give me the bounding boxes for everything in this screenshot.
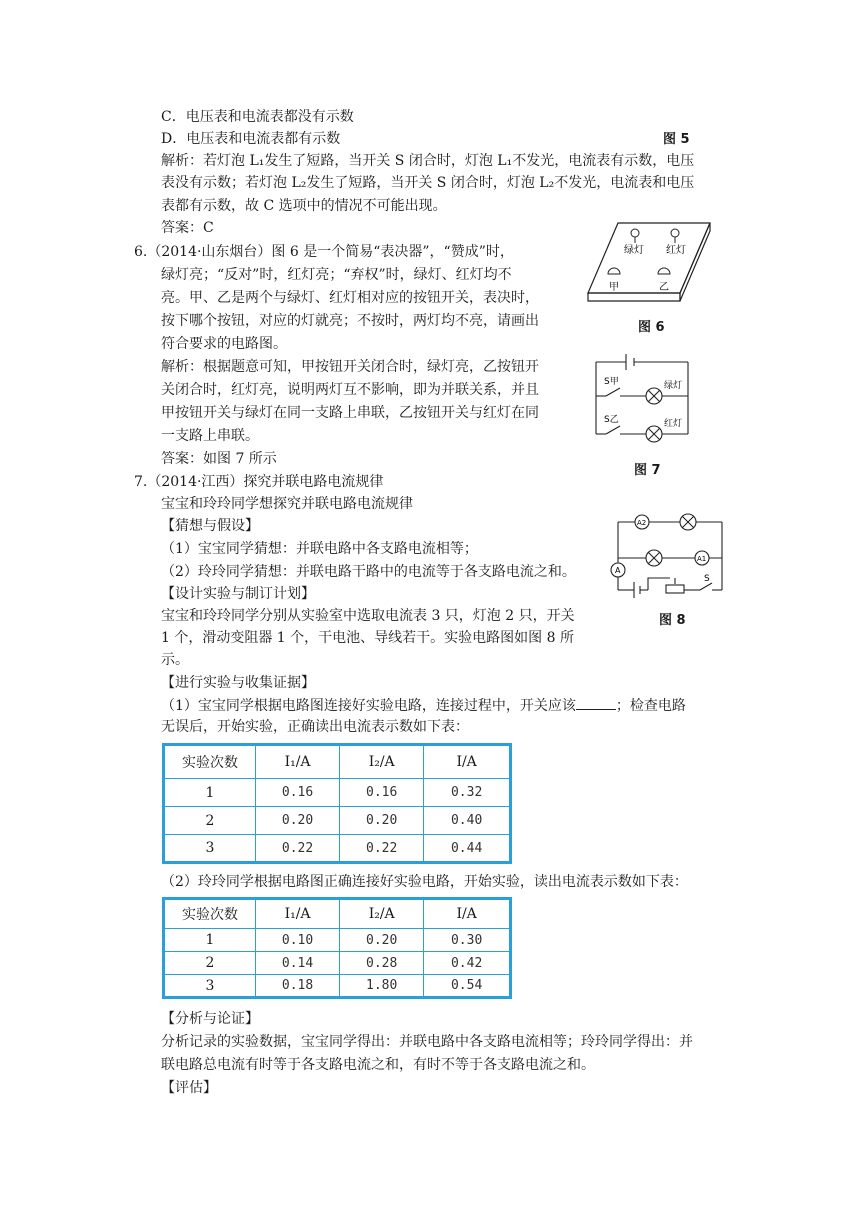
red-bulb-icon	[671, 229, 679, 243]
data-table-1	[162, 743, 512, 864]
question-7-title: 7.（2014·江西）探究并联电路电流规律	[134, 474, 384, 490]
table-cell: 0.32	[424, 779, 511, 807]
question-6-line: 亮。甲、乙是两个与绿灯、红灯相对应的按钮开关，表决时，	[161, 290, 539, 306]
analysis-line: 一支路上串联。	[161, 428, 259, 444]
table-cell: 0.20	[340, 807, 424, 835]
question-7-text: ；检查电路	[615, 698, 686, 714]
section-heading: 【评估】	[161, 1080, 217, 1096]
table-cell: 2	[164, 952, 256, 975]
question-6-line: 绿灯亮；“反对”时，红灯亮；“弃权”时，绿灯、红灯均不	[161, 267, 512, 283]
table-cell: 0.42	[424, 952, 511, 975]
table-cell: 0.54	[424, 975, 511, 998]
section-heading: 【设计实验与制订计划】	[161, 586, 315, 602]
table-cell: 0.22	[340, 835, 424, 863]
question-6-line: 符合要求的电路图。	[161, 336, 287, 352]
question-7-line: （2）玲玲同学根据电路图正确连接好实验电路，开始实验，读出电流表示数如下表：	[161, 874, 688, 890]
table-cell: 0.22	[256, 835, 340, 863]
analysis-line: 甲按钮开关与绿灯在同一支路上串联，乙按钮开关与红灯在同	[161, 405, 539, 421]
ammeter-a2-label: A2	[637, 519, 647, 527]
switch-label: S	[704, 574, 710, 584]
button-jia-icon	[608, 268, 620, 274]
table-cell: 0.14	[256, 952, 340, 975]
figure-5-caption: 图 5	[663, 132, 690, 147]
question-7-line: （2）玲玲同学猜想：并联电路干路中的电流等于各支路电流之和。	[161, 564, 576, 580]
section-heading: 【分析与论证】	[161, 1011, 259, 1027]
button-yi-label: 乙	[659, 282, 669, 293]
option-d: D．电压表和电流表都有示数	[161, 131, 341, 147]
switch-yi-icon	[606, 426, 620, 434]
table-row	[164, 929, 511, 952]
green-bulb-icon	[631, 229, 639, 243]
table-cell: 0.18	[256, 975, 340, 998]
switch-jia-icon	[606, 388, 620, 396]
table-cell: 0.40	[424, 807, 511, 835]
ammeter-a-label: A	[615, 566, 621, 575]
question-6-line: 按下哪个按钮，对应的灯就亮；不按时，两灯均不亮，请画出	[161, 313, 539, 329]
table-cell: 3	[164, 835, 256, 863]
table-header: I₂/A	[340, 745, 424, 779]
table-header: 实验次数	[164, 745, 256, 779]
table-cell: 0.10	[256, 929, 340, 952]
table-header: I₁/A	[256, 745, 340, 779]
rheostat-icon	[666, 585, 684, 593]
figure-6-caption: 图 6	[638, 320, 665, 335]
analysis-line: 解析：根据题意可知，甲按钮开关闭合时，绿灯亮，乙按钮开	[161, 359, 539, 375]
table-cell: 0.20	[340, 929, 424, 952]
question-7-line	[161, 695, 686, 716]
table-cell: 0.16	[256, 779, 340, 807]
conclusion-line: 分析记录的实验数据，宝宝同学得出：并联电路中各支路电流相等；玲玲同学得出：并	[161, 1034, 693, 1050]
table-cell: 1	[164, 779, 256, 807]
analysis-line: 解析：若灯泡 L₁发生了短路，当开关 S 闭合时，灯泡 L₁不发光，电流表有示数，电压	[161, 153, 695, 169]
question-6-title: 6.（2014·山东烟台）图 6 是一个简易“表决器”，“赞成”时，	[134, 244, 514, 260]
question-7-line: （1）宝宝同学猜想：并联电路中各支路电流相等；	[161, 541, 478, 557]
table-header: I/A	[424, 745, 511, 779]
table-header: I/A	[424, 899, 511, 929]
table-cell: 3	[164, 975, 256, 998]
figure-6-voting-device	[582, 219, 712, 305]
table-header: I₂/A	[340, 899, 424, 929]
figure-7-caption: 图 7	[634, 463, 661, 478]
table-cell: 1.80	[340, 975, 424, 998]
green-light-label: 绿灯	[624, 245, 644, 256]
figure-7-circuit	[590, 350, 700, 446]
figure-8-circuit	[604, 506, 736, 602]
section-heading: 【猜想与假设】	[161, 518, 259, 534]
table-cell: 0.28	[340, 952, 424, 975]
table-header: I₁/A	[256, 899, 340, 929]
switch-icon	[700, 583, 712, 590]
table-row	[164, 975, 511, 998]
section-heading: 【进行实验与收集证据】	[161, 675, 315, 691]
fill-blank[interactable]	[576, 695, 616, 710]
option-c: C．电压表和电流表都没有示数	[161, 109, 354, 125]
green-lamp-label: 绿灯	[664, 381, 683, 391]
table-cell: 0.20	[256, 807, 340, 835]
figure-8-caption: 图 8	[659, 613, 686, 628]
table-row	[164, 779, 511, 807]
answer-line: 答案：C	[161, 220, 214, 236]
question-7-line: 宝宝和玲玲同学分别从实验室中选取电流表 3 只，灯泡 2 只，开关	[161, 608, 575, 624]
table-cell: 1	[164, 929, 256, 952]
red-light-label: 红灯	[666, 245, 686, 256]
switch-yi-label: S乙	[604, 415, 619, 425]
analysis-line: 表没有示数；若灯泡 L₂发生了短路，当开关 S 闭合时，灯泡 L₂不发光，电流表和电压	[161, 175, 695, 191]
question-7-line: 宝宝和玲玲同学想探究并联电路电流规律	[161, 496, 413, 512]
table-header: 实验次数	[164, 899, 256, 929]
answer-line: 答案：如图 7 所示	[161, 451, 277, 467]
table-row	[164, 952, 511, 975]
table-row	[164, 807, 511, 835]
table-cell: 0.30	[424, 929, 511, 952]
table-cell: 2	[164, 807, 256, 835]
analysis-line: 表都有示数，故 C 选项中的情况不可能出现。	[161, 198, 447, 214]
question-7-line: 示。	[161, 652, 189, 668]
table-row	[164, 835, 511, 863]
question-7-text: （1）宝宝同学根据电路图连接好实验电路，连接过程中，开关应该	[161, 698, 576, 714]
table-cell: 0.16	[340, 779, 424, 807]
table-header-row	[164, 745, 511, 779]
question-7-line: 无误后，开始实验，正确读出电流表示数如下表：	[161, 719, 469, 735]
button-yi-icon	[658, 268, 670, 274]
switch-jia-label: S甲	[604, 377, 619, 387]
table-cell: 0.44	[424, 835, 511, 863]
button-jia-label: 甲	[609, 282, 619, 293]
question-7-line: 1 个，滑动变阻器 1 个，干电池、导线若干。实验电路图如图 8 所	[161, 630, 574, 646]
table-header-row	[164, 899, 511, 929]
red-lamp-label: 红灯	[664, 419, 683, 429]
conclusion-line: 联电路总电流有时等于各支路电流之和，有时不等于各支路电流之和。	[161, 1057, 595, 1073]
ammeter-a1-label: A1	[697, 555, 707, 563]
data-table-2	[162, 897, 512, 999]
analysis-line: 关闭合时，红灯亮，说明两灯互不影响，即为并联关系，并且	[161, 382, 539, 398]
